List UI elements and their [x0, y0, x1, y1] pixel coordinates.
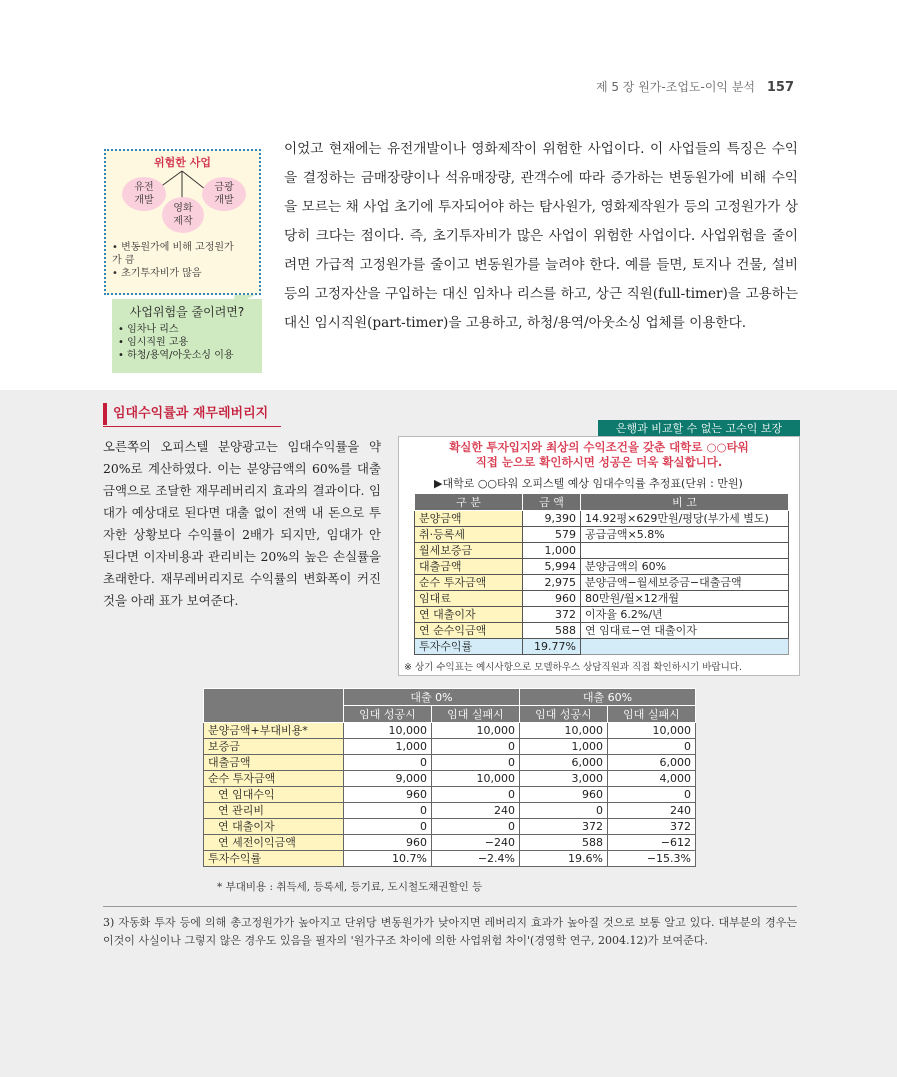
section-title-underline [103, 426, 281, 427]
cell: 10,000 [520, 723, 608, 739]
row-amount: 9,390 [523, 511, 581, 527]
row-label: 연 순수익금액 [415, 623, 523, 639]
leverage-comparison-table [203, 688, 696, 867]
row-amount: 19.77% [523, 639, 581, 655]
reduce-risk-item: • 임시직원 고용 [118, 337, 189, 348]
row-label: 순수 투자금액 [415, 575, 523, 591]
row-note: 공급금액×5.8% [581, 527, 789, 543]
ad-headline-line: 확실한 투자입지와 최상의 수익조건을 갖춘 대학로 ○○타워 [449, 440, 749, 454]
cell: −240 [432, 835, 520, 851]
risky-business-box [104, 149, 261, 295]
cell: 0 [432, 819, 520, 835]
cell: 588 [520, 835, 608, 851]
cell: 0 [344, 755, 432, 771]
cell: 1,000 [344, 739, 432, 755]
footnote-divider [103, 906, 797, 907]
cell: 1,000 [520, 739, 608, 755]
ad-headline [399, 440, 799, 470]
table-row [204, 835, 696, 851]
group-header: 대출 60% [520, 689, 696, 706]
table-header-row [415, 494, 789, 511]
row-label: 연 세전이익금액 [204, 835, 344, 851]
column-header: 금 액 [523, 494, 581, 511]
cell: 0 [608, 787, 696, 803]
ad-table-caption: ▶대학로 ○○타워 오피스텔 예상 임대수익률 추정표(단위 : 만원) [434, 477, 743, 490]
row-amount: 960 [523, 591, 581, 607]
chapter-title: 제 5 장 원가-조업도-이익 분석 [595, 80, 756, 94]
cell: 372 [520, 819, 608, 835]
reduce-risk-item: • 임차나 리스 [118, 324, 179, 335]
cell: −2.4% [432, 851, 520, 867]
row-note [581, 543, 789, 559]
row-amount: 5,994 [523, 559, 581, 575]
row-label: 대출금액 [415, 559, 523, 575]
row-amount: 2,975 [523, 575, 581, 591]
reduce-risk-title: 사업위험을 줄이려면? [129, 305, 245, 319]
cell: 10,000 [432, 723, 520, 739]
row-label: 연 대출이자 [204, 819, 344, 835]
cell: −612 [608, 835, 696, 851]
cell: 0 [432, 787, 520, 803]
row-note: 80만원/월×12개월 [581, 591, 789, 607]
row-label: 순수 투자금액 [204, 771, 344, 787]
row-note: 이자율 6.2%/년 [581, 607, 789, 623]
cell: 0 [344, 803, 432, 819]
column-header: 비 고 [581, 494, 789, 511]
page-number: 157 [766, 80, 794, 95]
page-header [596, 78, 794, 95]
table-row [204, 723, 696, 739]
table-row [415, 543, 789, 559]
table-row [415, 607, 789, 623]
cell: 6,000 [520, 755, 608, 771]
row-label: 연 임대수익 [204, 787, 344, 803]
cell: 0 [520, 803, 608, 819]
ad-tag: 은행과 비교할 수 없는 고수익 보장 [598, 420, 800, 437]
cell: 4,000 [608, 771, 696, 787]
bubble-oil: 유전 개발 [122, 177, 166, 211]
table-row [415, 591, 789, 607]
comparison-table-note: * 부대비용 : 취득세, 등록세, 등기료, 도시철도채권할인 등 [217, 881, 483, 893]
row-label: 연 관리비 [204, 803, 344, 819]
cell: 960 [520, 787, 608, 803]
table-row-highlight [415, 639, 789, 655]
row-label: 취·등록세 [415, 527, 523, 543]
table-row [204, 851, 696, 867]
cell: 19.6% [520, 851, 608, 867]
risk-bullet: • 변동원가에 비해 고정원가 가 큼 [112, 242, 234, 266]
row-label: 투자수익률 [415, 639, 523, 655]
section-title: 임대수익률과 재무레버리지 [103, 403, 268, 425]
cell: 0 [344, 819, 432, 835]
bubble-film: 영화 제작 [162, 197, 204, 233]
cell: 960 [344, 835, 432, 851]
cell: 10.7% [344, 851, 432, 867]
ad-headline-line: 직접 눈으로 확인하시면 성공은 더욱 확실합니다. [475, 455, 723, 469]
corner-cell [204, 689, 344, 723]
row-note: 14.92평×629만원/평당(부가세 별도) [581, 511, 789, 527]
row-label: 월세보증금 [415, 543, 523, 559]
column-header: 임대 실패시 [432, 706, 520, 723]
table-row [204, 787, 696, 803]
row-note: 분양금액의 60% [581, 559, 789, 575]
table-row [204, 755, 696, 771]
main-paragraph: 이었고 현재에는 유전개발이나 영화제작이 위험한 사업이다. 이 사업들의 특징은 수익을 결정하는 금매장량이나 석유매장량, 관객수에 따라 증가하는 변동원가에 비해 수익을 모르는 채 사업 초기에 투자되어야 하는 탐사원가, 영화제작원가 등의 고정원가가 상당히 크다는 점이다. 즉, 초기투자비가 많은 사업이 위험한 사업이다. 사업위험을 줄이려면 가급적 고정원가를 줄이고 변동원가를 늘려야 한다. 예를 들면, 토지나 건물, 설비 등의 고정자산을 구입하는 대신 임차나 리스를 하고, 상근 직원(full-timer)을 고용하는 대신 임시직원(part-timer)을 고용하고, 하청/용역/아웃소싱 업체를 이용한다. [284, 141, 798, 331]
row-amount: 588 [523, 623, 581, 639]
cell: 0 [608, 739, 696, 755]
cell: 10,000 [432, 771, 520, 787]
section-paragraph: 오른쪽의 오피스텔 분양광고는 임대수익률을 약 20%로 계산하였다. 이는 분양금액의 60%를 대출금액으로 조달한 재무레버리지 효과의 결과이다. 임대가 예상대로 된다면 대출 없이 전액 내 돈으로 투자한 상황보다 수익률이 2배가 되지만, 임대가 안 된다면 이자비용과 관리비는 20%의 높은 손실률을 초래한다. 재무레버리지로 수익률의 변화폭이 커진 것을 아래 표가 보여준다. [103, 439, 381, 608]
row-label: 보증금 [204, 739, 344, 755]
table-row [415, 575, 789, 591]
cell: 3,000 [520, 771, 608, 787]
cell: 372 [608, 819, 696, 835]
column-header: 구 분 [415, 494, 523, 511]
cell: 6,000 [608, 755, 696, 771]
cell: 240 [432, 803, 520, 819]
cell: 10,000 [608, 723, 696, 739]
row-label: 연 대출이자 [415, 607, 523, 623]
footnote: 3) 자동화 투자 등에 의해 총고정원가가 높아지고 단위당 변동원가가 낮아지면 레버리지 효과가 높아질 것으로 보통 알고 있다. 대부분의 경우는 이것이 사실이나 그렇지 않은 경우도 있음을 필자의 '원가구조 차이에 의한 사업위험 차이'(경영학 연구, 2004.12)가 보여준다. [103, 916, 797, 947]
row-note: 연 임대료−연 대출이자 [581, 623, 789, 639]
row-label: 분양금액 [415, 511, 523, 527]
risky-business-sidebar [104, 149, 261, 373]
row-note [581, 639, 789, 655]
cell: 240 [608, 803, 696, 819]
ad-yield-table [414, 493, 789, 655]
table-row [415, 623, 789, 639]
group-header: 대출 0% [344, 689, 520, 706]
reduce-risk-box [112, 299, 262, 373]
column-header: 임대 실패시 [608, 706, 696, 723]
table-row [204, 771, 696, 787]
cell: 9,000 [344, 771, 432, 787]
row-note: 분양금액−월세보증금−대출금액 [581, 575, 789, 591]
ad-footnote: ※ 상기 수익표는 예시사항으로 모델하우스 상담직원과 직접 확인하시기 바랍니다. [404, 662, 742, 673]
table-row [415, 511, 789, 527]
cell: 0 [432, 739, 520, 755]
reduce-risk-item: • 하청/용역/아웃소싱 이용 [118, 350, 234, 361]
cell: 0 [432, 755, 520, 771]
table-row [415, 527, 789, 543]
risky-business-title: 위험한 사업 [154, 156, 211, 169]
table-row [204, 803, 696, 819]
reduce-risk-list [112, 320, 262, 362]
table-group-header-row [204, 689, 696, 706]
cell: 960 [344, 787, 432, 803]
cell: −15.3% [608, 851, 696, 867]
advertisement-box [398, 436, 800, 676]
row-amount: 372 [523, 607, 581, 623]
row-label: 임대료 [415, 591, 523, 607]
column-header: 임대 성공시 [520, 706, 608, 723]
row-amount: 579 [523, 527, 581, 543]
risk-bullets [112, 241, 260, 280]
risk-bullet: • 초기투자비가 많음 [112, 268, 202, 279]
bubble-gold: 금광 개발 [202, 177, 246, 211]
cell: 10,000 [344, 723, 432, 739]
row-amount: 1,000 [523, 543, 581, 559]
table-row [415, 559, 789, 575]
table-row [204, 739, 696, 755]
row-label: 분양금액+부대비용* [204, 723, 344, 739]
table-row [204, 819, 696, 835]
row-label: 투자수익률 [204, 851, 344, 867]
column-header: 임대 성공시 [344, 706, 432, 723]
row-label: 대출금액 [204, 755, 344, 771]
